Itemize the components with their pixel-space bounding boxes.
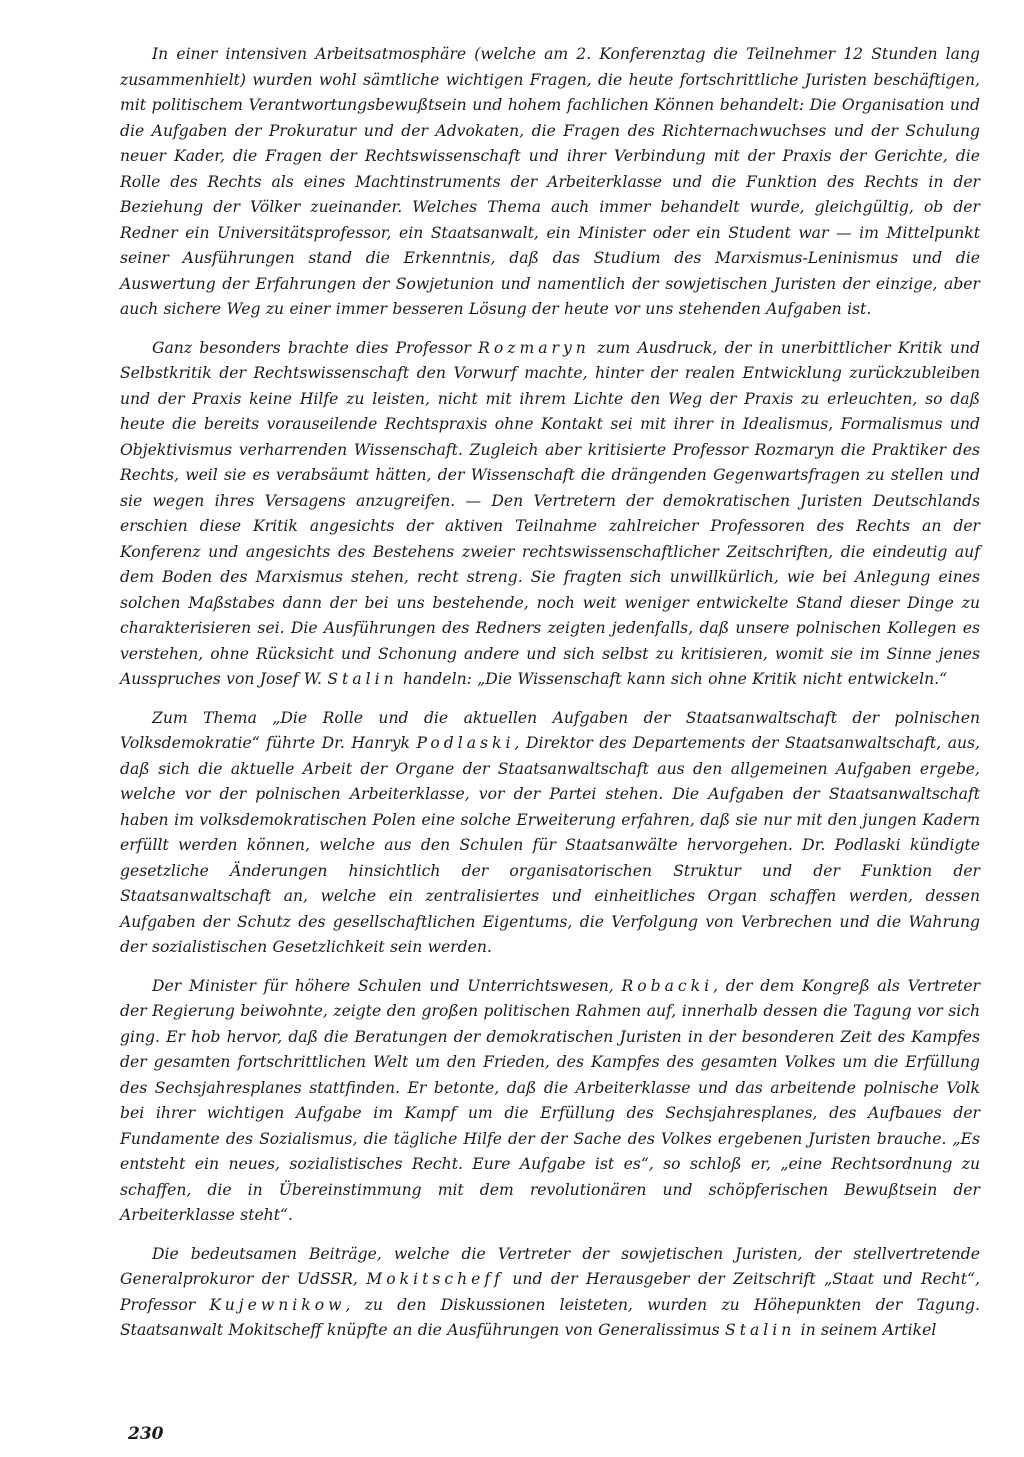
- text-run: und der Herausgeber der Zeitschrift „Staat und Recht“, Professor: [120, 1270, 980, 1314]
- text-run: Ganz besonders brachte dies Professor: [152, 338, 479, 357]
- text-run: , zu den Diskussionen leisteten, wurden zu Höhepunkten der Tagung. Staatsanwalt Mokitscheff knüpfte an die Ausführungen von Generalissimus: [120, 1295, 980, 1339]
- text-run: in seinem Artikel: [795, 1321, 937, 1339]
- paragraph: [120, 1242, 980, 1344]
- paragraph: [120, 974, 980, 1229]
- text-run: Die bedeutsamen Beiträge, welche die Vertreter der sowjetischen Juristen, der stellvertretende Generalprokuror der UdSSR,: [120, 1244, 980, 1288]
- paragraph: [120, 706, 980, 961]
- spaced-name: Podlaski: [416, 734, 515, 752]
- paragraph: [120, 336, 980, 693]
- spaced-name: Kujewnikow: [209, 1295, 346, 1314]
- text-run: Der Minister für höhere Schulen und Unterrichtswesen,: [152, 976, 622, 995]
- body-text: [120, 42, 980, 1357]
- text-run: Zum Thema „Die Rolle und die aktuellen Aufgaben der Staatsanwaltschaft der polnischen Volksdemokratie“ führte Dr. Hanryk: [120, 708, 980, 752]
- text-run: handeln: „Die Wissenschaft kann sich ohne Kritik nicht entwickeln.“: [397, 670, 948, 688]
- text-run: , Direktor des Departements der Staatsanwaltschaft, aus, daß sich die aktuelle Arbeit der Organe der Staatsanwaltschaft aus den allgemeinen Aufgaben ergebe, welche vor der polnischen Arbeiterklasse, vor der Partei stehen. Die Aufgaben der Staatsanwaltschaft haben im volksdemokratischen Polen eine solche Erweiterung erfahren, daß sie nur mit den jungen Kadern erfüllt werden können, welche aus den Schulen für Staatsanwälte hervorgehen. Dr. Podlaski kündigte gesetzliche Änderungen hinsichtlich der organisatorischen Struktur und der Funktion der Staatsanwaltschaft an, welche ein zentralisiertes und einheitliches Organ schaffen werden, dessen Aufgaben der Schutz des gesellschaftlichen Eigentums, die Verfolgung von Verbrechen und die Wahrung der sozialistischen Gesetzlichkeit sein werden.: [120, 734, 980, 956]
- text-run: , der dem Kongreß als Vertreter der Regierung beiwohnte, zeigte den großen politischen Rahmen auf, innerhalb dessen die Tagung vor sich ging. Er hob hervor, daß die Beratungen der demokratischen Juristen in der besonderen Zeit des Kampfes der gesamten fortschrittlichen Welt um den Frieden, des Kampfes des gesamten Volkes um die Erfüllung des Sechsjahresplanes stattfinden. Er betonte, daß die Arbeiterklasse und das arbeitende polnische Volk bei ihrer wichtigen Aufgabe im Kampf um die Erfüllung des Sechsjahresplanes, des Aufbaues der Fundamente des Sozialismus, die tägliche Hilfe der der Sache des Volkes ergebenen Juristen brauche. „Es entsteht ein neues, sozialistisches Recht. Eure Aufgabe ist es“, so schloß er, „eine Rechtsordnung zu schaffen, die in Übereinstimmung mit dem revolutionären und schöpferischen Bewußtsein der Arbeiterklasse steht“.: [120, 976, 981, 1224]
- page-number: 230: [128, 1424, 164, 1444]
- text-run: zum Ausdruck, der in unerbittlicher Kritik und Selbstkritik der Rechtswissenschaft den Vorwurf machte, hinter der realen Entwicklung zurückzubleiben und der Praxis keine Hilfe zu leisten, nicht mit ihrem Lichte den Weg der Praxis zu erleuchten, so daß heute die bereits vorauseilende Rechtspraxis ohne Kontakt sei mit ihrer in Idealismus, Formalismus und Objektivismus verharrenden Wissenschaft. Zugleich aber kritisierte Professor Rozmaryn die Praktiker des Rechts, weil sie es verabsäumt hätten, der Wissenschaft die drängenden Gegenwartsfragen zu stellen und sie wegen ihres Versagens anzugreifen. — Den Vertretern der demokratischen Juristen Deutschlands erschien diese Kritik angesichts der aktiven Teilnahme zahlreicher Professoren des Rechts an der Konferenz und angesichts des Bestehens zweier rechtswissenschaftlicher Zeitschriften, die eindeutig auf dem Boden des Marxismus stehen, recht streng. Sie fragten sich unwillkürlich, wie bei Anlegung eines solchen Maßstabes dann der bei uns bestehende, noch weit weniger entwickelte Stand dieser Dinge zu charakterisieren sei. Die Ausführungen des Redners zeigten jedenfalls, daß unsere polnischen Kollegen es verstehen, ohne Rücksicht und Schonung andere und sich selbst zu kritisieren, womit sie im Sinne jenes Ausspruches von Josef W.: [120, 338, 980, 688]
- spaced-name: Stalin: [327, 670, 398, 688]
- paragraph: [120, 42, 980, 323]
- spaced-name: Stalin: [725, 1321, 796, 1339]
- spaced-name: Rozmaryn: [478, 338, 590, 357]
- text-run: In einer intensiven Arbeitsatmosphäre (welche am 2. Konferenztag die Teilnehmer 12 Stunden lang zusammenhielt) wurden wohl sämtliche wichtigen Fragen, die heute fortschrittliche Juristen beschäftigen, mit politischem Verantwortungsbewußtsein und hohem fachlichen Können behandelt: Die Organisation und die Aufgaben der Prokuratur und der Advokaten, die Fragen des Richternachwuchses und der Schulung neuer Kader, die Fragen der Rechtswissenschaft und ihrer Verbindung mit der Praxis der Gerichte, die Rolle des Rechts als eines Machtinstruments der Arbeiterklasse und die Funktion des Rechts in der Beziehung der Völker zueinander. Welches Thema auch immer behandelt wurde, gleichgültig, ob der Redner ein Universitätsprofessor, ein Staatsanwalt, ein Minister oder ein Student war — im Mittelpunkt seiner Ausführungen stand die Erkenntnis, daß das Studium des Marxismus-Leninismus und die Auswertung der Erfahrungen der Sowjetunion und namentlich der sowjetischen Juristen der einzige, aber auch sichere Weg zu einer immer besseren Lösung der heute vor uns stehenden Aufgaben ist.: [120, 45, 980, 318]
- spaced-name: Robacki: [621, 976, 714, 995]
- spaced-name: Mokitscheff: [366, 1270, 504, 1288]
